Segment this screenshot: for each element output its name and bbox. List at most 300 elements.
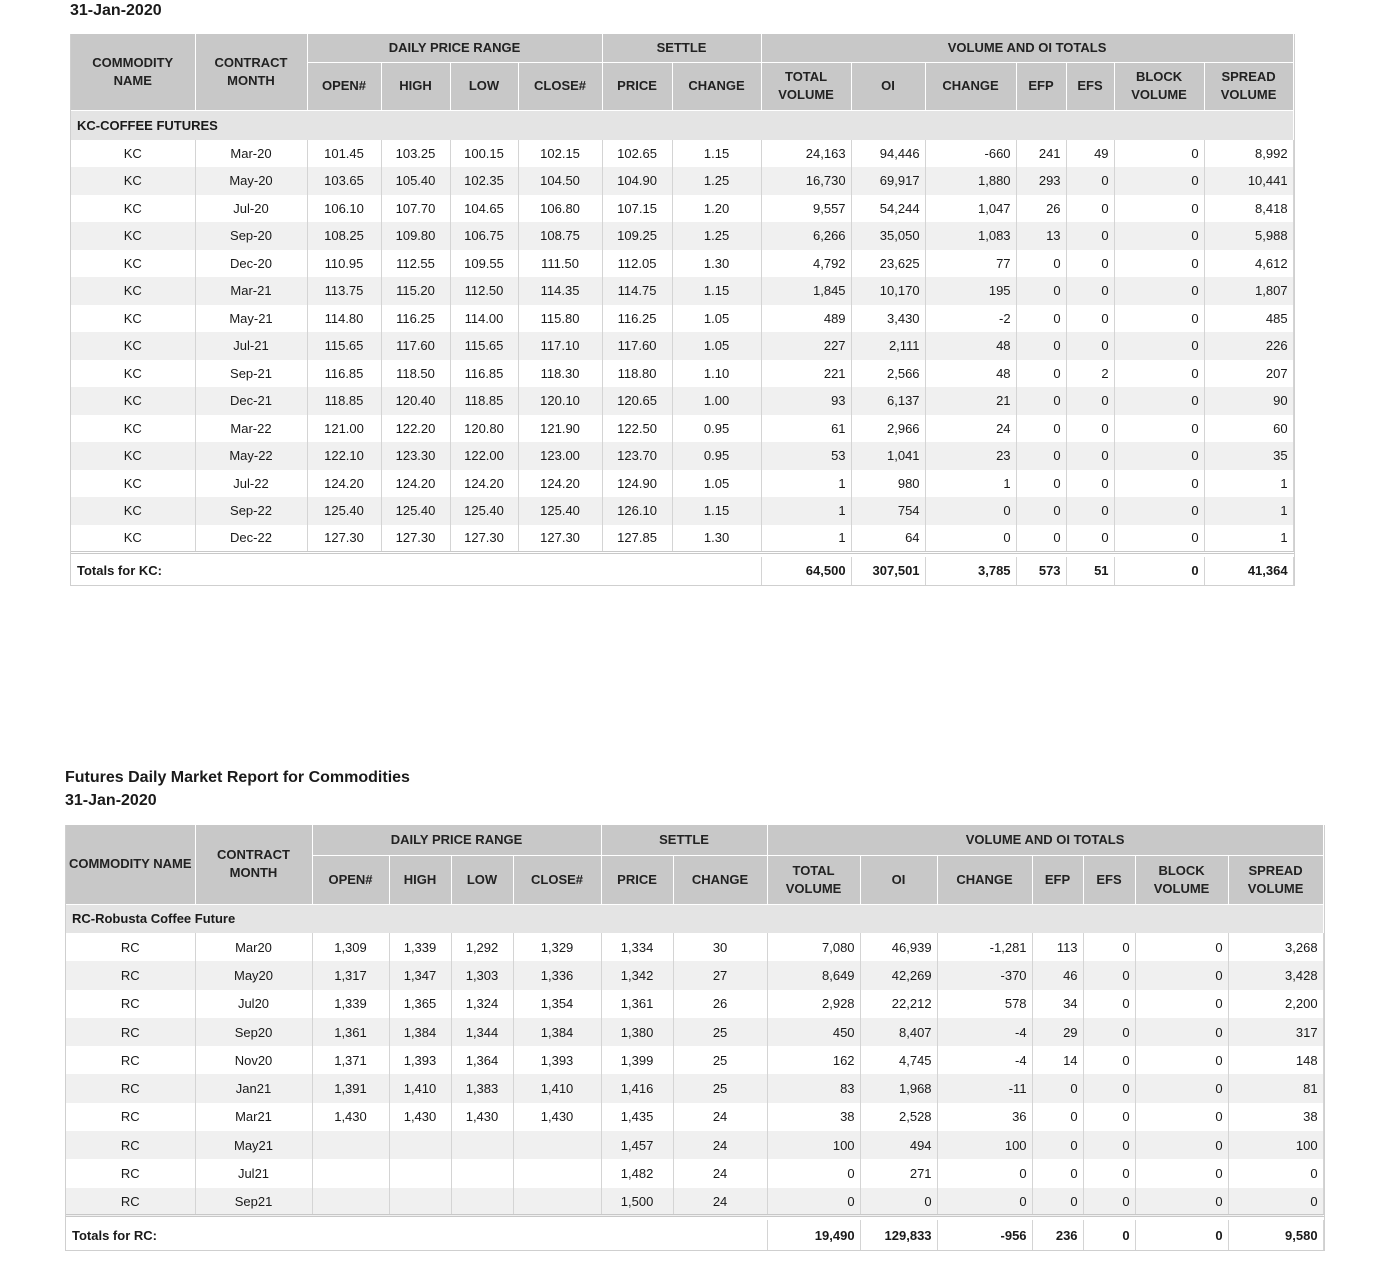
low-cell: 1,383 — [451, 1074, 513, 1102]
oi-change-cell: -370 — [937, 961, 1032, 989]
table-row — [71, 470, 1293, 498]
oi-change-cell: 21 — [925, 387, 1016, 415]
block-volume-total: 0 — [1114, 557, 1204, 586]
low-cell: 120.80 — [450, 415, 518, 443]
spread-volume-cell: 90 — [1204, 387, 1293, 415]
high-cell: 1,430 — [389, 1103, 451, 1131]
oi-change-cell: 1 — [925, 470, 1016, 498]
close-cell — [513, 1131, 601, 1159]
settle-price-cell: 1,457 — [601, 1131, 673, 1159]
efp-cell: 0 — [1016, 277, 1066, 305]
contract-month-cell: Dec-22 — [195, 525, 307, 553]
settle-change-cell: 27 — [673, 961, 767, 989]
volume-oi-totals-header: VOLUME AND OI TOTALS — [767, 825, 1323, 855]
settle-price-cell: 107.15 — [602, 195, 672, 223]
contract-month-cell: Jul-20 — [195, 195, 307, 223]
oi-total: 129,833 — [860, 1220, 937, 1250]
low-cell: 106.75 — [450, 222, 518, 250]
efp-cell: 0 — [1032, 1159, 1083, 1187]
high-cell: 109.80 — [381, 222, 450, 250]
col-oi-change-header: CHANGE — [925, 62, 1016, 110]
spread-volume-cell: 60 — [1204, 415, 1293, 443]
oi-change-cell: 36 — [937, 1103, 1032, 1131]
low-cell: 1,364 — [451, 1046, 513, 1074]
spread-volume-cell: 8,418 — [1204, 195, 1293, 223]
oi-change-cell: -4 — [937, 1046, 1032, 1074]
spread-volume-cell: 5,988 — [1204, 222, 1293, 250]
open-cell: 1,361 — [312, 1018, 389, 1046]
table-row — [66, 1074, 1323, 1102]
total-volume-cell: 6,266 — [761, 222, 851, 250]
open-cell: 103.65 — [307, 167, 381, 195]
col-close-header: CLOSE# — [513, 855, 601, 904]
low-cell: 1,430 — [451, 1103, 513, 1131]
settle-change-cell: 24 — [673, 1188, 767, 1216]
efp-cell: 0 — [1032, 1074, 1083, 1102]
commodity-cell: RC — [66, 961, 195, 989]
low-cell — [451, 1188, 513, 1216]
oi-cell: 980 — [851, 470, 925, 498]
settle-price-cell: 104.90 — [602, 167, 672, 195]
commodity-cell: KC — [71, 305, 195, 333]
col-low-header: LOW — [451, 855, 513, 904]
settle-change-cell: 1.05 — [672, 332, 761, 360]
settle-price-cell: 1,380 — [601, 1018, 673, 1046]
spread-volume-cell: 1 — [1204, 525, 1293, 553]
high-cell: 1,347 — [389, 961, 451, 989]
efs-cell: 0 — [1083, 990, 1135, 1018]
open-cell: 127.30 — [307, 525, 381, 553]
close-cell: 1,430 — [513, 1103, 601, 1131]
kc-report-date: 31-Jan-2020 — [70, 2, 162, 19]
block-volume-cell: 0 — [1135, 1159, 1228, 1187]
spread-volume-cell: 207 — [1204, 360, 1293, 388]
oi-cell: 69,917 — [851, 167, 925, 195]
table-row — [71, 167, 1293, 195]
block-volume-cell: 0 — [1114, 277, 1204, 305]
contract-month-cell: Sep-21 — [195, 360, 307, 388]
oi-change-cell: 23 — [925, 442, 1016, 470]
total-volume-cell: 489 — [761, 305, 851, 333]
block-volume-cell: 0 — [1114, 415, 1204, 443]
commodity-cell: KC — [71, 167, 195, 195]
open-cell: 116.85 — [307, 360, 381, 388]
table-row — [71, 525, 1293, 553]
daily-price-range-header: DAILY PRICE RANGE — [312, 825, 601, 855]
change-total: -956 — [937, 1220, 1032, 1250]
settle-change-cell: 24 — [673, 1159, 767, 1187]
high-cell — [389, 1131, 451, 1159]
close-cell: 121.90 — [518, 415, 602, 443]
open-cell: 1,371 — [312, 1046, 389, 1074]
col-contract-month-header: CONTRACT MONTH — [195, 825, 312, 904]
high-cell: 117.60 — [381, 332, 450, 360]
low-cell: 1,303 — [451, 961, 513, 989]
commodity-cell: KC — [71, 195, 195, 223]
open-cell: 1,430 — [312, 1103, 389, 1131]
oi-cell: 2,966 — [851, 415, 925, 443]
efs-cell: 0 — [1066, 167, 1114, 195]
efp-cell: 0 — [1016, 525, 1066, 553]
oi-total: 307,501 — [851, 557, 925, 586]
total-volume-cell: 4,792 — [761, 250, 851, 278]
spread-volume-cell: 317 — [1228, 1018, 1323, 1046]
col-change-header: CHANGE — [673, 855, 767, 904]
close-cell: 1,336 — [513, 961, 601, 989]
commodity-cell: KC — [71, 387, 195, 415]
block-volume-cell: 0 — [1114, 305, 1204, 333]
commodity-cell: KC — [71, 415, 195, 443]
col-open-header: OPEN# — [312, 855, 389, 904]
contract-month-cell: Jul21 — [195, 1159, 312, 1187]
col-high-header: HIGH — [389, 855, 451, 904]
oi-change-cell: 24 — [925, 415, 1016, 443]
total-volume-cell: 1 — [761, 497, 851, 525]
spread-volume-cell: 1,807 — [1204, 277, 1293, 305]
open-cell: 101.45 — [307, 140, 381, 168]
settle-price-cell: 1,361 — [601, 990, 673, 1018]
block-volume-cell: 0 — [1114, 525, 1204, 553]
contract-month-cell: Sep21 — [195, 1188, 312, 1216]
spread-volume-cell: 0 — [1228, 1159, 1323, 1187]
rc-futures-table — [66, 825, 1324, 1251]
efs-cell: 0 — [1083, 1159, 1135, 1187]
contract-month-cell: Mar21 — [195, 1103, 312, 1131]
settle-change-cell: 25 — [673, 1074, 767, 1102]
kc-table-body — [71, 111, 1293, 586]
efs-total: 0 — [1083, 1220, 1135, 1250]
table-row — [66, 990, 1323, 1018]
block-volume-cell: 0 — [1114, 442, 1204, 470]
col-efs-header: EFS — [1066, 62, 1114, 110]
block-volume-cell: 0 — [1135, 1188, 1228, 1216]
block-volume-cell: 0 — [1114, 387, 1204, 415]
block-volume-cell: 0 — [1135, 990, 1228, 1018]
high-cell: 103.25 — [381, 140, 450, 168]
low-cell — [451, 1131, 513, 1159]
oi-change-cell: 0 — [925, 525, 1016, 553]
efp-cell: 0 — [1016, 332, 1066, 360]
spread-volume-cell: 4,612 — [1204, 250, 1293, 278]
settle-price-cell: 1,500 — [601, 1188, 673, 1216]
table-row — [71, 140, 1293, 168]
totals-row — [66, 1220, 1323, 1250]
settle-price-cell: 123.70 — [602, 442, 672, 470]
close-cell: 1,354 — [513, 990, 601, 1018]
efp-cell: 13 — [1016, 222, 1066, 250]
total-volume-cell: 1 — [761, 470, 851, 498]
spread-volume-cell: 81 — [1228, 1074, 1323, 1102]
high-cell: 125.40 — [381, 497, 450, 525]
contract-month-cell: May20 — [195, 961, 312, 989]
oi-cell: 2,528 — [860, 1103, 937, 1131]
totals-row — [71, 557, 1293, 586]
settle-price-cell: 112.05 — [602, 250, 672, 278]
high-cell: 127.30 — [381, 525, 450, 553]
efs-cell: 0 — [1066, 222, 1114, 250]
block-volume-cell: 0 — [1135, 1018, 1228, 1046]
efp-cell: 0 — [1032, 1103, 1083, 1131]
oi-change-cell: -2 — [925, 305, 1016, 333]
block-volume-cell: 0 — [1114, 195, 1204, 223]
efp-cell: 241 — [1016, 140, 1066, 168]
contract-month-cell: Dec-21 — [195, 387, 307, 415]
efp-cell: 0 — [1016, 360, 1066, 388]
open-cell: 124.20 — [307, 470, 381, 498]
open-cell — [312, 1159, 389, 1187]
total-volume-total: 19,490 — [767, 1220, 860, 1250]
settle-change-cell: 0.95 — [672, 415, 761, 443]
block-volume-cell: 0 — [1135, 933, 1228, 961]
efp-cell: 0 — [1016, 387, 1066, 415]
col-efs-header: EFS — [1083, 855, 1135, 904]
efp-cell: 293 — [1016, 167, 1066, 195]
open-cell: 114.80 — [307, 305, 381, 333]
close-cell: 106.80 — [518, 195, 602, 223]
settle-header: SETTLE — [601, 825, 767, 855]
totals-label: Totals for KC: — [71, 557, 761, 586]
settle-price-cell: 1,435 — [601, 1103, 673, 1131]
efs-cell: 0 — [1066, 195, 1114, 223]
close-cell: 127.30 — [518, 525, 602, 553]
settle-change-cell: 1.15 — [672, 140, 761, 168]
oi-change-cell: 0 — [937, 1188, 1032, 1216]
total-volume-cell: 221 — [761, 360, 851, 388]
efs-cell: 0 — [1066, 277, 1114, 305]
settle-change-cell: 1.25 — [672, 167, 761, 195]
low-cell: 116.85 — [450, 360, 518, 388]
settle-change-cell: 0.95 — [672, 442, 761, 470]
table-row — [71, 442, 1293, 470]
low-cell: 124.20 — [450, 470, 518, 498]
high-cell — [389, 1188, 451, 1216]
settle-change-cell: 1.00 — [672, 387, 761, 415]
oi-change-cell: 578 — [937, 990, 1032, 1018]
commodity-cell: RC — [66, 1046, 195, 1074]
open-cell: 1,309 — [312, 933, 389, 961]
total-volume-cell: 8,649 — [767, 961, 860, 989]
rc-table-body — [66, 904, 1323, 1250]
open-cell: 1,391 — [312, 1074, 389, 1102]
settle-price-cell: 114.75 — [602, 277, 672, 305]
oi-cell: 94,446 — [851, 140, 925, 168]
settle-change-cell: 30 — [673, 933, 767, 961]
efp-cell: 0 — [1032, 1131, 1083, 1159]
spread-volume-cell: 3,428 — [1228, 961, 1323, 989]
oi-cell: 10,170 — [851, 277, 925, 305]
block-volume-cell: 0 — [1135, 961, 1228, 989]
commodity-cell: KC — [71, 497, 195, 525]
total-volume-cell: 1,845 — [761, 277, 851, 305]
table-row — [71, 497, 1293, 525]
spread-volume-cell: 38 — [1228, 1103, 1323, 1131]
spread-volume-cell: 2,200 — [1228, 990, 1323, 1018]
efs-cell: 0 — [1083, 1046, 1135, 1074]
table-row — [71, 195, 1293, 223]
spread-volume-cell: 100 — [1228, 1131, 1323, 1159]
table-row — [66, 961, 1323, 989]
efs-cell: 0 — [1066, 525, 1114, 553]
high-cell: 1,365 — [389, 990, 451, 1018]
contract-month-cell: Jul-21 — [195, 332, 307, 360]
contract-month-cell: Mar-21 — [195, 277, 307, 305]
settle-price-cell: 117.60 — [602, 332, 672, 360]
high-cell: 118.50 — [381, 360, 450, 388]
table-row — [71, 250, 1293, 278]
open-cell: 122.10 — [307, 442, 381, 470]
efs-cell: 0 — [1066, 470, 1114, 498]
settle-change-cell: 1.20 — [672, 195, 761, 223]
contract-month-cell: May-21 — [195, 305, 307, 333]
settle-change-cell: 1.05 — [672, 470, 761, 498]
high-cell: 116.25 — [381, 305, 450, 333]
efs-cell: 0 — [1083, 1188, 1135, 1216]
table-row — [71, 222, 1293, 250]
high-cell: 1,393 — [389, 1046, 451, 1074]
oi-change-cell: 77 — [925, 250, 1016, 278]
efp-cell: 29 — [1032, 1018, 1083, 1046]
block-volume-total: 0 — [1135, 1220, 1228, 1250]
efs-cell: 0 — [1083, 1074, 1135, 1102]
oi-cell: 6,137 — [851, 387, 925, 415]
table-row — [71, 277, 1293, 305]
block-volume-cell: 0 — [1114, 360, 1204, 388]
oi-change-cell: 100 — [937, 1131, 1032, 1159]
kc-table-container — [70, 34, 1295, 586]
oi-cell: 8,407 — [860, 1018, 937, 1046]
efp-cell: 26 — [1016, 195, 1066, 223]
settle-price-cell: 109.25 — [602, 222, 672, 250]
high-cell: 120.40 — [381, 387, 450, 415]
contract-month-cell: Sep20 — [195, 1018, 312, 1046]
report-title: Futures Daily Market Report for Commodities — [65, 769, 410, 786]
efs-cell: 0 — [1066, 415, 1114, 443]
low-cell: 127.30 — [450, 525, 518, 553]
open-cell: 108.25 — [307, 222, 381, 250]
settle-header: SETTLE — [602, 34, 761, 62]
col-efp-header: EFP — [1032, 855, 1083, 904]
total-volume-cell: 61 — [761, 415, 851, 443]
close-cell — [513, 1188, 601, 1216]
settle-change-cell: 24 — [673, 1103, 767, 1131]
col-change-header: CHANGE — [672, 62, 761, 110]
contract-month-cell: Jul20 — [195, 990, 312, 1018]
contract-month-cell: Dec-20 — [195, 250, 307, 278]
commodity-cell: KC — [71, 525, 195, 553]
oi-cell: 4,745 — [860, 1046, 937, 1074]
low-cell: 115.65 — [450, 332, 518, 360]
col-open-header: OPEN# — [307, 62, 381, 110]
oi-cell: 46,939 — [860, 933, 937, 961]
efs-cell: 0 — [1066, 305, 1114, 333]
col-price-header: PRICE — [602, 62, 672, 110]
close-cell: 102.15 — [518, 140, 602, 168]
oi-cell: 35,050 — [851, 222, 925, 250]
settle-price-cell: 1,416 — [601, 1074, 673, 1102]
open-cell: 106.10 — [307, 195, 381, 223]
close-cell: 1,393 — [513, 1046, 601, 1074]
low-cell: 114.00 — [450, 305, 518, 333]
close-cell: 115.80 — [518, 305, 602, 333]
block-volume-cell: 0 — [1114, 250, 1204, 278]
open-cell: 1,317 — [312, 961, 389, 989]
spread-volume-cell: 1 — [1204, 497, 1293, 525]
settle-change-cell: 1.10 — [672, 360, 761, 388]
block-volume-cell: 0 — [1114, 332, 1204, 360]
high-cell: 122.20 — [381, 415, 450, 443]
high-cell: 107.70 — [381, 195, 450, 223]
high-cell — [389, 1159, 451, 1187]
col-commodity-name-header: COMMODITY NAME — [66, 825, 195, 904]
oi-cell: 3,430 — [851, 305, 925, 333]
low-cell: 1,292 — [451, 933, 513, 961]
spread-volume-total: 41,364 — [1204, 557, 1293, 586]
high-cell: 1,384 — [389, 1018, 451, 1046]
spread-volume-cell: 8,992 — [1204, 140, 1293, 168]
block-volume-cell: 0 — [1114, 167, 1204, 195]
contract-month-cell: Mar-22 — [195, 415, 307, 443]
close-cell: 124.20 — [518, 470, 602, 498]
oi-cell: 54,244 — [851, 195, 925, 223]
commodity-cell: RC — [66, 933, 195, 961]
commodity-cell: KC — [71, 470, 195, 498]
commodity-cell: KC — [71, 277, 195, 305]
oi-change-cell: -660 — [925, 140, 1016, 168]
open-cell — [312, 1131, 389, 1159]
high-cell: 1,339 — [389, 933, 451, 961]
oi-cell: 2,111 — [851, 332, 925, 360]
open-cell: 113.75 — [307, 277, 381, 305]
table-row — [66, 1046, 1323, 1074]
commodity-cell: RC — [66, 1188, 195, 1216]
open-cell: 110.95 — [307, 250, 381, 278]
contract-month-cell: Mar-20 — [195, 140, 307, 168]
oi-cell: 1,041 — [851, 442, 925, 470]
high-cell: 112.55 — [381, 250, 450, 278]
col-high-header: HIGH — [381, 62, 450, 110]
spread-volume-cell: 485 — [1204, 305, 1293, 333]
low-cell: 100.15 — [450, 140, 518, 168]
oi-change-cell: 0 — [925, 497, 1016, 525]
total-volume-cell: 38 — [767, 1103, 860, 1131]
oi-change-cell: 48 — [925, 332, 1016, 360]
efp-cell: 0 — [1016, 415, 1066, 443]
col-oi-change-header: CHANGE — [937, 855, 1032, 904]
table-row — [66, 1159, 1323, 1187]
settle-price-cell: 1,399 — [601, 1046, 673, 1074]
spread-volume-total: 9,580 — [1228, 1220, 1323, 1250]
total-volume-cell: 1 — [761, 525, 851, 553]
settle-change-cell: 1.15 — [672, 497, 761, 525]
settle-change-cell: 1.30 — [672, 525, 761, 553]
close-cell: 120.10 — [518, 387, 602, 415]
total-volume-cell: 450 — [767, 1018, 860, 1046]
high-cell: 115.20 — [381, 277, 450, 305]
low-cell: 112.50 — [450, 277, 518, 305]
commodity-cell: RC — [66, 1074, 195, 1102]
total-volume-cell: 0 — [767, 1159, 860, 1187]
col-spread-volume-header: SPREAD VOLUME — [1204, 62, 1293, 110]
commodity-cell: RC — [66, 1131, 195, 1159]
total-volume-cell: 100 — [767, 1131, 860, 1159]
efs-cell: 0 — [1066, 387, 1114, 415]
commodity-cell: RC — [66, 1018, 195, 1046]
efs-total: 51 — [1066, 557, 1114, 586]
contract-month-cell: Jan21 — [195, 1074, 312, 1102]
col-block-volume-header: BLOCK VOLUME — [1114, 62, 1204, 110]
efp-total: 236 — [1032, 1220, 1083, 1250]
block-volume-cell: 0 — [1114, 140, 1204, 168]
